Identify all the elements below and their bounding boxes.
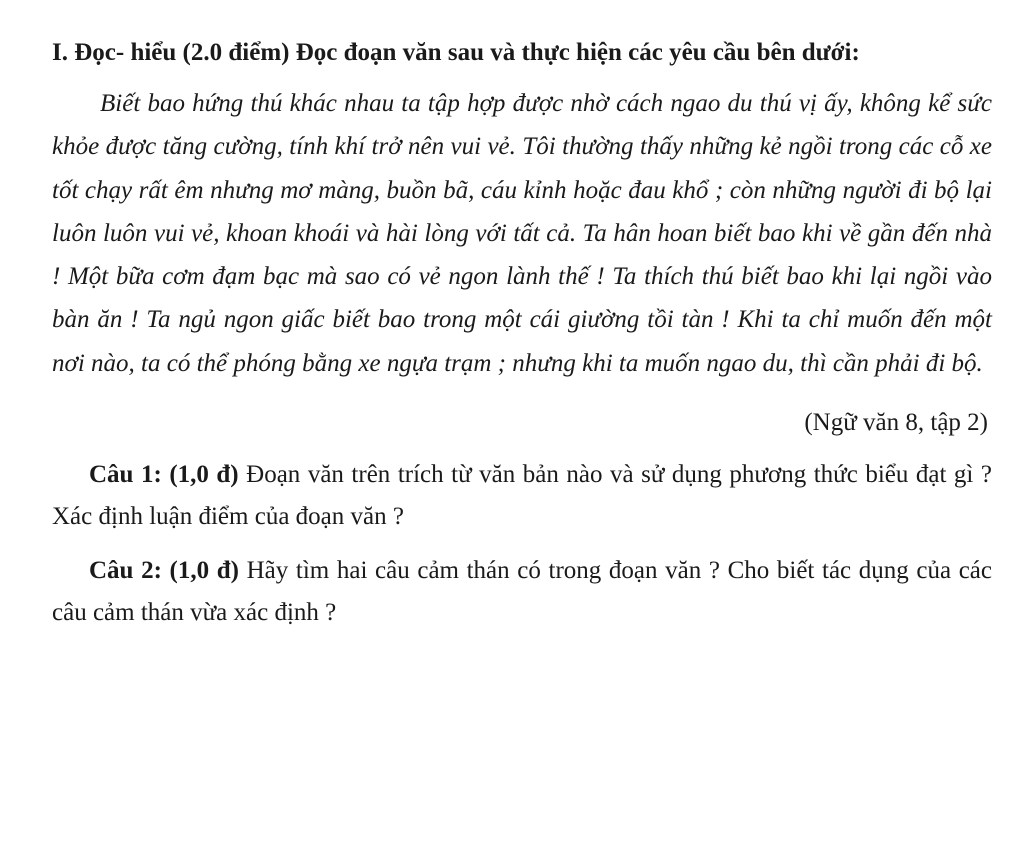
passage-text: Biết bao hứng thú khác nhau ta tập hợp được nhờ cách ngao du thú vị ấy, không kể sức khỏe được tăng cường, tính khí trở nên vui vẻ. Tôi thường thấy những kẻ ngồi trong các cỗ xe tốt chạy rất êm nhưng mơ màng, buồn bã, cáu kỉnh hoặc đau khổ ; còn những người đi bộ lại luôn luôn vui vẻ, khoan khoái và hài lòng với tất cả. Ta hân hoan biết bao khi về gần đến nhà ! Một bữa cơm đạm bạc mà sao có vẻ ngon lành thế ! Ta thích thú biết bao khi lại ngồi vào bàn ăn ! Ta ngủ ngon giấc biết bao trong một cái giường tồi tàn ! Khi ta chỉ muốn đến một nơi nào, ta có thể phóng bằng xe ngựa trạm ; nhưng khi ta muốn ngao du, thì cần phải đi bộ.	[52, 90, 992, 377]
section-heading: I. Đọc- hiểu (2.0 điểm) Đọc đoạn văn sau và thực hiện các yêu cầu bên dưới:	[52, 39, 860, 66]
passage-source: (Ngữ văn 8, tập 2)	[804, 409, 988, 437]
question-2-text: Hãy tìm hai câu cảm thán có trong đoạn văn ? Cho biết tác dụng của các câu cảm thán vừa xác định ?	[52, 557, 993, 627]
question-1-label: Câu 1: (1,0 đ)	[89, 461, 239, 489]
document-page	[52, 36, 992, 634]
question-2	[52, 550, 992, 634]
question-1-text: Đoạn văn trên trích từ văn bản nào và sử dụng phương thức biểu đạt gì ? Xác định luận điểm của đoạn văn ?	[52, 461, 992, 531]
question-2-label: Câu 2: (1,0 đ)	[89, 557, 239, 585]
question-1	[52, 454, 992, 538]
